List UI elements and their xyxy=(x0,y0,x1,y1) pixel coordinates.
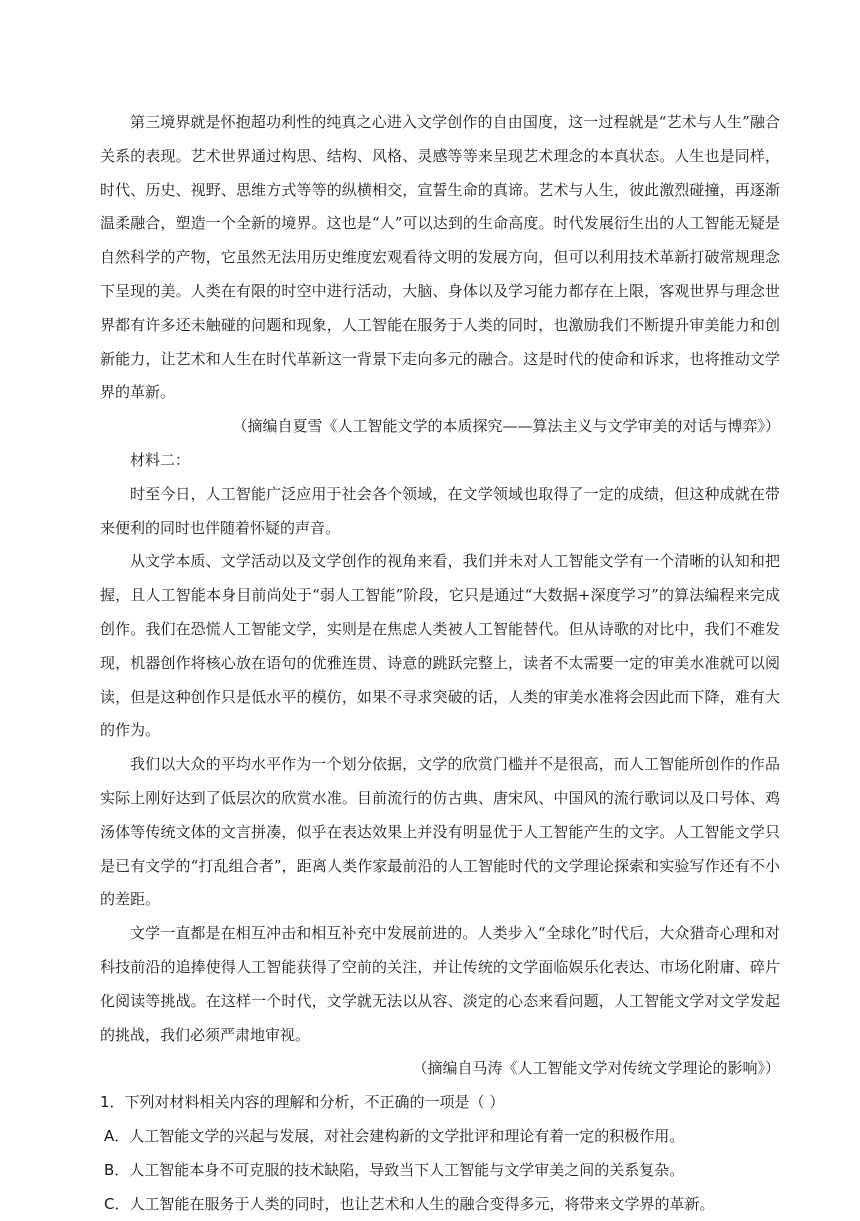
material-two-label: 材料二： xyxy=(100,444,780,478)
material-one-paragraph: 第三境界就是怀抱超功利性的纯真之心进入文学创作的自由国度，这一过程就是“艺术与人生”融合关系的表现。艺术世界通过构思、结构、风格、灵感等等来呈现艺术理念的本真状态。人生也是同样，时代、历史、视野、思维方式等等的纵横相交，宣誓生命的真谛。艺术与人生，彼此激烈碰撞，再逐渐温柔融合，塑造一个全新的境界。这也是“人”可以达到的生命高度。时代发展衍生出的人工智能无疑是自然科学的产物，它虽然无法用历史维度宏观看待文明的发展方向，但可以利用技术革新打破常规理念下呈现的美。人类在有限的时空中进行活动，大脑、身体以及学习能力都存在上限，客观世界与理念世界都有许多还未触碰的问题和现象，人工智能在服务于人类的同时，也激励我们不断提升审美能力和创新能力，让艺术和人生在时代革新这一背景下走向多元的融合。这是时代的使命和诉求，也将推动文学界的革新。 xyxy=(100,106,780,410)
material-two-paragraph-4: 文学一直都是在相互冲击和相互补充中发展前进的。人类步入“全球化”时代后，大众猎奇心理和对科技前沿的追捧使得人工智能获得了空前的关注，并让传统的文学面临娱乐化表达、市场化附庸、碎片化阅读等挑战。在这样一个时代，文学就无法以从容、淡定的心态来看问题，人工智能文学对文学发起的挑战，我们必须严肃地审视。 xyxy=(100,917,780,1052)
question-option-b[interactable]: B．人工智能本身不可克服的技术缺陷，导致当下人工智能与文学审美之间的关系复杂。 xyxy=(100,1154,780,1188)
question-option-c[interactable]: C．人工智能在服务于人类的同时，也让艺术和人生的融合变得多元，将带来文学界的革新。 xyxy=(100,1188,780,1221)
material-two-source: （摘编自马涛《人工智能文学对传统文学理论的影响》） xyxy=(100,1052,780,1086)
document-body xyxy=(100,106,780,1221)
material-one-source: （摘编自夏雪《人工智能文学的本质探究——算法主义与文学审美的对话与博弈》） xyxy=(100,410,780,444)
material-two-paragraph-1: 时至今日，人工智能广泛应用于社会各个领域，在文学领域也取得了一定的成绩，但这种成就在带来便利的同时也伴随着怀疑的声音。 xyxy=(100,478,780,546)
material-two-paragraph-2: 从文学本质、文学活动以及文学创作的视角来看，我们并未对人工智能文学有一个清晰的认知和把握，且人工智能本身目前尚处于“弱人工智能”阶段，它只是通过“大数据+深度学习”的算法编程来完成创作。我们在恐慌人工智能文学，实则是在焦虑人类被人工智能替代。但从诗歌的对比中，我们不难发现，机器创作将核心放在语句的优雅连贯、诗意的跳跃完整上，读者不太需要一定的审美水准就可以阅读，但是这种创作只是低水平的模仿，如果不寻求突破的话，人类的审美水准将会因此而下降，难有大的作为。 xyxy=(100,545,780,748)
material-two-paragraph-3: 我们以大众的平均水平作为一个划分依据，文学的欣赏门槛并不是很高，而人工智能所创作的作品实际上刚好达到了低层次的欣赏水准。目前流行的仿古典、唐宋风、中国风的流行歌词以及口号体、鸡汤体等传统文体的文言拼凑，似乎在表达效果上并没有明显优于人工智能产生的文字。人工智能文学只是已有文学的“打乱组合者”，距离人类作家最前沿的人工智能时代的文学理论探索和实验写作还有不小的差距。 xyxy=(100,748,780,917)
question-option-a[interactable]: A．人工智能文学的兴起与发展，对社会建构新的文学批评和理论有着一定的积极作用。 xyxy=(100,1120,780,1154)
question-stem: 1．下列对材料相关内容的理解和分析，不正确的一项是（ ） xyxy=(100,1086,780,1120)
